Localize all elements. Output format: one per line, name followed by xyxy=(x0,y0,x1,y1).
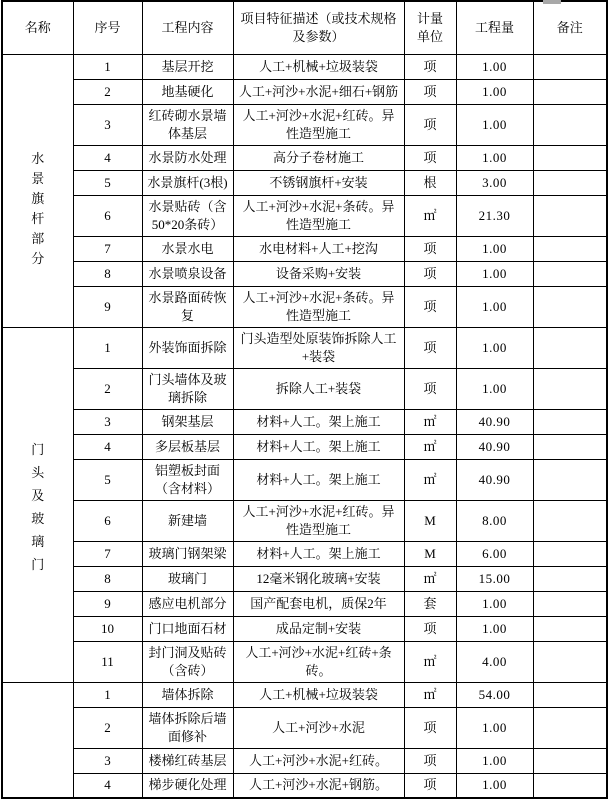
cell-qty: 6.00 xyxy=(456,541,533,566)
cell-content: 外装饰面拆除 xyxy=(142,327,233,368)
section-name-cell xyxy=(2,327,73,682)
cell-content: 水景路面砖恢复 xyxy=(142,286,233,327)
table-row xyxy=(2,409,607,434)
cell-unit: ㎡ xyxy=(404,434,456,459)
cell-no: 2 xyxy=(73,368,142,409)
cell-no: 7 xyxy=(73,541,142,566)
cell-content: 地基硬化 xyxy=(142,79,233,104)
col-header-qty: 工程量 xyxy=(456,1,533,54)
cell-content: 水景贴砖（含50*20条砖） xyxy=(142,195,233,236)
cell-desc: 12毫米钢化玻璃+安装 xyxy=(233,566,404,591)
cell-qty: 1.00 xyxy=(456,368,533,409)
table-row xyxy=(2,434,607,459)
cell-desc: 高分子卷材施工 xyxy=(233,145,404,170)
cell-remark xyxy=(533,500,607,541)
cell-desc: 人工+机械+垃圾装袋 xyxy=(233,682,404,707)
cell-no: 7 xyxy=(73,236,142,261)
cell-no: 10 xyxy=(73,616,142,641)
col-header-unit: 计量单位 xyxy=(404,1,456,54)
cell-qty: 40.90 xyxy=(456,434,533,459)
cell-desc: 人工+河沙+水泥+条砖。异性造型施工 xyxy=(233,195,404,236)
cell-remark xyxy=(533,54,607,79)
table-row xyxy=(2,261,607,286)
table-row xyxy=(2,541,607,566)
cell-unit: 项 xyxy=(404,236,456,261)
cell-no: 1 xyxy=(73,682,142,707)
cell-qty: 1.00 xyxy=(456,616,533,641)
cell-unit: 项 xyxy=(404,261,456,286)
cell-unit: 项 xyxy=(404,707,456,748)
cell-qty: 40.90 xyxy=(456,459,533,500)
cell-desc: 国产配套电机，质保2年 xyxy=(233,591,404,616)
cell-remark xyxy=(533,707,607,748)
cell-qty: 1.00 xyxy=(456,236,533,261)
cell-desc: 材料+人工。架上施工 xyxy=(233,409,404,434)
cell-no: 1 xyxy=(73,327,142,368)
table-row xyxy=(2,327,607,368)
cell-unit: 项 xyxy=(404,79,456,104)
cell-unit: ㎡ xyxy=(404,409,456,434)
cell-unit: 项 xyxy=(404,748,456,773)
cell-remark xyxy=(533,541,607,566)
cell-unit: 项 xyxy=(404,145,456,170)
cell-desc: 设备采购+安装 xyxy=(233,261,404,286)
cell-no: 1 xyxy=(73,54,142,79)
table-row xyxy=(2,591,607,616)
cell-content: 门头墙体及玻璃拆除 xyxy=(142,368,233,409)
cell-qty: 1.00 xyxy=(456,591,533,616)
cell-qty: 1.00 xyxy=(456,104,533,145)
cell-unit: ㎡ xyxy=(404,459,456,500)
cell-no: 6 xyxy=(73,500,142,541)
cell-remark xyxy=(533,748,607,773)
table-row xyxy=(2,707,607,748)
cell-desc: 人工+河沙+水泥+细石+钢筋 xyxy=(233,79,404,104)
cell-desc: 材料+人工。架上施工 xyxy=(233,459,404,500)
cell-content: 玻璃门 xyxy=(142,566,233,591)
cell-content: 红砖砌水景墙体基层 xyxy=(142,104,233,145)
cell-remark xyxy=(533,368,607,409)
cell-no: 4 xyxy=(73,773,142,798)
cell-remark xyxy=(533,591,607,616)
table-row xyxy=(2,54,607,79)
cell-no: 2 xyxy=(73,79,142,104)
section-name-cell xyxy=(2,682,73,798)
cell-no: 4 xyxy=(73,145,142,170)
cell-content: 新建墙 xyxy=(142,500,233,541)
cell-unit: 项 xyxy=(404,104,456,145)
cell-qty: 1.00 xyxy=(456,79,533,104)
table-row xyxy=(2,170,607,195)
cell-no: 3 xyxy=(73,104,142,145)
table-row xyxy=(2,368,607,409)
table-row xyxy=(2,682,607,707)
cell-desc: 不锈钢旗杆+安装 xyxy=(233,170,404,195)
cell-content: 水景水电 xyxy=(142,236,233,261)
section-name-cell xyxy=(2,54,73,327)
cell-remark xyxy=(533,145,607,170)
cell-desc: 成品定制+安装 xyxy=(233,616,404,641)
table-row xyxy=(2,236,607,261)
cell-desc: 水电材料+人工+挖沟 xyxy=(233,236,404,261)
scrollbar-artifact xyxy=(543,0,561,4)
cell-desc: 门头造型处原装饰拆除人工+装袋 xyxy=(233,327,404,368)
cell-content: 玻璃门钢架梁 xyxy=(142,541,233,566)
cell-unit: 套 xyxy=(404,591,456,616)
cell-unit: M xyxy=(404,541,456,566)
col-header-desc: 项目特征描述（或技术规格及参数） xyxy=(233,1,404,54)
section-name-text: 门头及玻璃门 xyxy=(31,441,45,572)
cell-qty: 1.00 xyxy=(456,261,533,286)
col-header-no: 序号 xyxy=(73,1,142,54)
cell-qty: 1.00 xyxy=(456,748,533,773)
cell-qty: 4.00 xyxy=(456,641,533,682)
cell-content: 水景喷泉设备 xyxy=(142,261,233,286)
cell-unit: 根 xyxy=(404,170,456,195)
cell-content: 楼梯红砖基层 xyxy=(142,748,233,773)
cell-remark xyxy=(533,286,607,327)
cell-qty: 1.00 xyxy=(456,327,533,368)
boq-table xyxy=(1,0,608,799)
table-row xyxy=(2,641,607,682)
cell-no: 8 xyxy=(73,261,142,286)
cell-content: 门口地面石材 xyxy=(142,616,233,641)
cell-qty: 1.00 xyxy=(456,286,533,327)
cell-qty: 1.00 xyxy=(456,145,533,170)
section-name-text: 水景旗杆部分 xyxy=(31,150,45,266)
cell-no: 6 xyxy=(73,195,142,236)
cell-content: 基层开挖 xyxy=(142,54,233,79)
cell-no: 5 xyxy=(73,459,142,500)
cell-qty: 15.00 xyxy=(456,566,533,591)
cell-remark xyxy=(533,104,607,145)
cell-unit: 项 xyxy=(404,368,456,409)
cell-no: 4 xyxy=(73,434,142,459)
cell-unit: ㎡ xyxy=(404,682,456,707)
cell-remark xyxy=(533,79,607,104)
cell-content: 封门洞及贴砖（含砖） xyxy=(142,641,233,682)
table-row xyxy=(2,773,607,798)
cell-no: 2 xyxy=(73,707,142,748)
cell-no: 11 xyxy=(73,641,142,682)
table-header xyxy=(2,1,607,54)
table-row xyxy=(2,79,607,104)
cell-no: 9 xyxy=(73,591,142,616)
table-body xyxy=(2,54,607,798)
cell-remark xyxy=(533,616,607,641)
cell-remark xyxy=(533,566,607,591)
cell-content: 梯步硬化处理 xyxy=(142,773,233,798)
cell-desc: 人工+机械+垃圾装袋 xyxy=(233,54,404,79)
cell-remark xyxy=(533,170,607,195)
table-row xyxy=(2,566,607,591)
cell-no: 3 xyxy=(73,748,142,773)
cell-desc: 人工+河沙+水泥+红砖。 xyxy=(233,748,404,773)
header-row xyxy=(2,1,607,54)
table-row xyxy=(2,195,607,236)
cell-no: 8 xyxy=(73,566,142,591)
cell-qty: 3.00 xyxy=(456,170,533,195)
table-row xyxy=(2,286,607,327)
cell-desc: 人工+河沙+水泥+钢筋。 xyxy=(233,773,404,798)
cell-unit: ㎡ xyxy=(404,195,456,236)
cell-desc: 人工+河沙+水泥+条砖。异性造型施工 xyxy=(233,286,404,327)
cell-qty: 1.00 xyxy=(456,707,533,748)
col-header-remark: 备注 xyxy=(533,1,607,54)
cell-remark xyxy=(533,327,607,368)
cell-remark xyxy=(533,459,607,500)
cell-qty: 21.30 xyxy=(456,195,533,236)
col-header-content: 工程内容 xyxy=(142,1,233,54)
cell-qty: 1.00 xyxy=(456,54,533,79)
table-row xyxy=(2,145,607,170)
cell-desc: 材料+人工。架上施工 xyxy=(233,434,404,459)
cell-remark xyxy=(533,409,607,434)
cell-content: 水景旗杆(3根) xyxy=(142,170,233,195)
cell-content: 铝塑板封面（含材料） xyxy=(142,459,233,500)
cell-unit: 项 xyxy=(404,773,456,798)
cell-unit: 项 xyxy=(404,327,456,368)
cell-desc: 人工+河沙+水泥+红砖。异性造型施工 xyxy=(233,500,404,541)
table-row xyxy=(2,616,607,641)
cell-desc: 人工+河沙+水泥+红砖。异性造型施工 xyxy=(233,104,404,145)
cell-qty: 40.90 xyxy=(456,409,533,434)
cell-unit: ㎡ xyxy=(404,566,456,591)
table-row xyxy=(2,459,607,500)
cell-unit: M xyxy=(404,500,456,541)
cell-unit: 项 xyxy=(404,616,456,641)
cell-no: 9 xyxy=(73,286,142,327)
cell-remark xyxy=(533,682,607,707)
cell-qty: 1.00 xyxy=(456,773,533,798)
cell-qty: 54.00 xyxy=(456,682,533,707)
cell-desc: 材料+人工。架上施工 xyxy=(233,541,404,566)
col-header-name: 名称 xyxy=(2,1,73,54)
cell-remark xyxy=(533,261,607,286)
cell-unit: ㎡ xyxy=(404,641,456,682)
cell-content: 感应电机部分 xyxy=(142,591,233,616)
cell-remark xyxy=(533,236,607,261)
cell-content: 墙体拆除 xyxy=(142,682,233,707)
cell-remark xyxy=(533,434,607,459)
cell-content: 墙体拆除后墙面修补 xyxy=(142,707,233,748)
cell-remark xyxy=(533,195,607,236)
table-row xyxy=(2,748,607,773)
cell-content: 多层板基层 xyxy=(142,434,233,459)
cell-unit: 项 xyxy=(404,54,456,79)
cell-unit: 项 xyxy=(404,286,456,327)
section-name-text xyxy=(31,738,44,742)
cell-content: 水景防水处理 xyxy=(142,145,233,170)
cell-desc: 人工+河沙+水泥 xyxy=(233,707,404,748)
cell-content: 钢架基层 xyxy=(142,409,233,434)
table-row xyxy=(2,500,607,541)
cell-qty: 8.00 xyxy=(456,500,533,541)
table-row xyxy=(2,104,607,145)
cell-desc: 拆除人工+装袋 xyxy=(233,368,404,409)
cell-no: 5 xyxy=(73,170,142,195)
cell-remark xyxy=(533,773,607,798)
cell-remark xyxy=(533,641,607,682)
cell-desc: 人工+河沙+水泥+红砖+条砖。 xyxy=(233,641,404,682)
cell-no: 3 xyxy=(73,409,142,434)
